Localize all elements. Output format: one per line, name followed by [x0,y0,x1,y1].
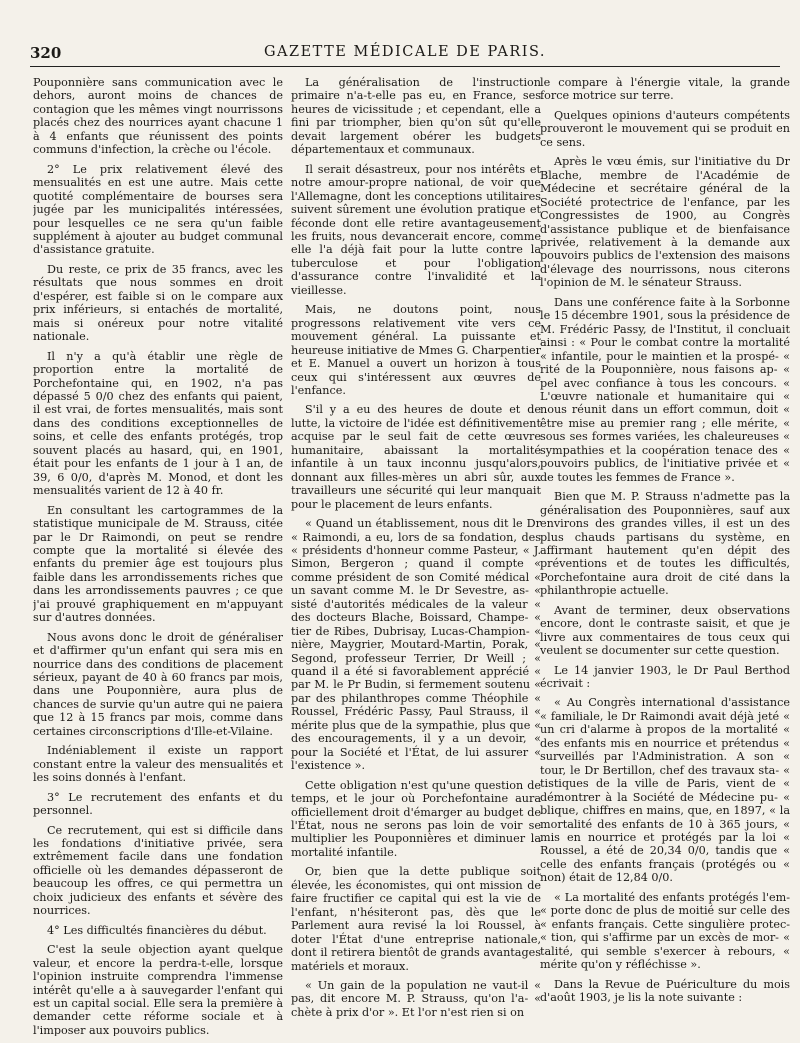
paragraph: Mais, ne doutons point, nous progressons relativement vite vers ce mouvement général. La puissante et heureuse initiative de Mmes G. Charpentier et E. Manuel a ouvert un horizon à tous ceux qui s'intéressent aux œuvres de l'enfance. [291,303,541,397]
journal-title: GAZETTE MÉDICALE DE PARIS. [263,44,547,60]
page-header [30,40,780,67]
paragraph: Avant de terminer, deux observations encore, dont le contraste saisit, et que je livre aux commentaires de tous ceux qui veulent se documenter sur cette question. [540,603,790,658]
section-heading: 4° Les difficultés financières du début. [47,923,267,937]
paragraph: C'est la seule objection ayant quelque valeur, et encore la perdra-t-elle, lorsque l'opinion instruite comprendra l'immense intérêt qu'elle a à sauvegarder l'enfant qui est un capital social. Elle sera la première à demander cette réforme sociale et à l'imposer aux pouvoirs publics. [33,943,283,1036]
paragraph: Le 14 janvier 1903, le Dr Paul Berthod écrivait : [540,663,790,691]
paragraph: Quelques opinions d'auteurs compétents prouveront le mouvement qui se produit en ce sens. [540,108,790,149]
paragraph: Indéniablement il existe un rapport constant entre la valeur des mensualités et les soins donnés à l'enfant. [33,744,283,785]
paragraph: Dans une conférence faite à la Sorbonne le 15 décembre 1901, sous la présidence de M. Frédéric Passy, de l'Institut, il concluait ainsi : « Pour le combat contre la mortalité « infantile, pour le maintien et la prospé- « rité de la Pouponnière, nous faisons ap- « pel avec confiance à tous les concours. « L'œuvre nationale et humanitaire qui « nous réunit dans un effort commun, doit « être mise au premier rang ; elle mérite, « sous ses formes variées, les chaleureuses « sympathies et la coopération tenace des « pouvoirs publics, de l'initiative privée et « de toutes les femmes de France ». [540,295,790,484]
text-column-2 [291,76,541,1036]
quotation: « Quand un établissement, nous dit le Dr « Raimondi, a eu, lors de sa fondation, des « présidents d'honneur comme Pasteur, « J. Simon, Bergeron ; quand il compte « comme président de son Comité médical « un savant comme M. le Dr Sevestre, as- « sisté d'autorités médicales de la valeur « des docteurs Blache, Boissard, Champe- « tier de Ribes, Dubrisay, Lucas-Champion- « nière, Maygrier, Moutard-Martin, Porak, « Segond, professeur Terrier, Dr Weill ; « quand il a été si favorablement apprécié « par M. le Pr Budin, si fermement soutenu « par des philanthropes comme Théophile « Roussel, Frédéric Passy, Paul Strauss, il « mérite plus que de la sympathie, plus que « des encouragements, il y a un devoir, « pour la Société et l'État, de lui assurer « l'existence ». [291,517,541,773]
paragraph: Pouponnière sans communication avec le dehors, auront moins de chances de contagion que les mêmes vingt nourrissons placés chez des nourrices ayant chacune 1 à 4 enfants que réunissent des points communs d'infection, la crèche ou l'école. [33,76,283,157]
quotation: « Au Congrès international d'assistance « familiale, le Dr Raimondi avait déjà jeté « un cri d'alarme à propos de la mortalité « des enfants mis en nourrice et prétendus « surveillés par l'Administration. A son « tour, le Dr Bertillon, chef des travaux sta- « tistiques de la ville de Paris, vient de « démontrer à la Société de Médecine pu- « blique, chiffres en mains, que, en 1897, « la mortalité des enfants de 10 à 365 jours, « mis en nourrice et protégés par la loi « Roussel, a été de 20,34 0/0, tandis que « celle des enfants français (protégés ou « non) était de 12,84 0/0. [540,696,790,885]
paragraph: S'il y a eu des heures de doute et de lutte, la victoire de l'idée est définitivement acquise par le seul fait de cette œuvre humanitaire, abaissant la mortalité infantile à un taux inconnu jusqu'alors, donnant aux filles-mères un abri sûr, aux travailleurs une sécurité qui leur manquait pour le placement de leurs enfants. [291,403,541,511]
paragraph: Il n'y a qu'à établir une règle de proportion entre la mortalité de Porchefontaine qui, en 1902, n'a pas dépassé 5 0/0 chez des enfants qui paient, il est vrai, de fortes mensualités, mais sont dans des conditions exceptionnelles de soins, et celle des enfants protégés, trop souvent placés au hasard, qui, en 1901, était pour les enfants de 1 jour à 1 an, de 39, 6 0/0, d'après M. Monod, et dont les mensualités varient de 12 à 40 fr. [33,349,283,498]
paragraph: Du reste, ce prix de 35 francs, avec les résultats que nous sommes en droit d'espérer, est faible si on le compare aux prix inférieurs, si entachés de mortalité, mais si onéreux pour notre vitalité nationale. [33,262,283,344]
paragraph: Bien que M. P. Strauss n'admette pas la généralisation des Pouponnières, sauf aux environs des grandes villes, il est un des plus chauds partisans du système, en affirmant hautement qu'en dépit des préventions et de toutes les difficultés, Porchefontaine aura droit de cité dans la philanthropie actuelle. [540,490,790,598]
quotation: « La mortalité des enfants protégés l'em- « porte donc de plus de moitié sur celle des « enfants français. Cette singulière protec- « tion, qui s'affirme par un excès de mor- « talité, qui semble s'exercer à rebours, « mérite qu'on y réfléchisse ». [540,890,790,972]
paragraph: En consultant les cartogrammes de la statistique municipale de M. Strauss, citée par le Dr Raimondi, on peut se rendre compte que la mortalité si élevée des enfants du premier âge est toujours plus faible dans les arrondissements riches que dans les arrondissements pauvres ; ce que j'ai prouvé graphiquement en m'appuyant sur d'autres données. [33,503,283,625]
quotation: « Un gain de la population ne vaut-il « pas, dit encore M. P. Strauss, qu'on l'a- « chète à prix d'or ». Et l'or n'est rien si on [291,979,541,1019]
paragraph: Cette obligation n'est qu'une question de temps, et le jour où Porchefontaine aura officiellement droit d'émarger au budget de l'État, nous ne serons pas loin de voir se multiplier les Pouponnières et diminuer la mortalité infantile. [291,778,541,859]
paragraph: Or, bien que la dette publique soit élevée, les économistes, qui ont mission de faire fructifier ce capital qui est la vie de l'enfant, n'hésiteront pas, dès que le Parlement aura revisé la loi Roussel, à doter l'État d'une entreprise nationale, dont il retirera bientôt de grands avantages matériels et moraux. [291,865,541,973]
paragraph: Après le vœu émis, sur l'initiative du Dr Blache, membre de l'Académie de Médecine et secrétaire général de la Société protectrice de l'enfance, par les Congressistes de 1900, au Congrès d'assistance publique et de bienfaisance privée, relativement à la demande aux pouvoirs publics de l'extension des maisons d'élevage des nourrissons, nous citerons l'opinion de M. le sénateur Strauss. [540,155,790,290]
paragraph: Ce recrutement, qui est si difficile dans les fondations d'initiative privée, sera extrêmement facile dans une fondation officielle où les demandes dépasseront de beaucoup les offres, ce qui permettra un choix judicieux des enfants et sévère des nourrices. [33,823,283,918]
paragraph: Il serait désastreux, pour nos intérêts et notre amour-propre national, de voir que l'Allemagne, dont les conceptions utilitaires suivent sûrement une évolution pratique et féconde dont elle retire avantageusement les fruits, nous devancerait encore, comme elle l'a déjà fait pour la lutte contre la tuberculose et pour l'obligation d'assurance contre l'invalidité et la vieillesse. [291,162,541,297]
page-number: 320 [30,44,62,62]
paragraph: La généralisation de l'instruction primaire n'a-t-elle pas eu, en France, ses heures de vicissitude ; et cependant, elle a fini par triompher, bien qu'on sût qu'elle devait largement obérer les budgets départementaux et communaux. [291,76,541,157]
section-heading: 3° Le recrutement des enfants et du personnel. [33,790,283,818]
paragraph: Dans la Revue de Puériculture du mois d'août 1903, je lis la note suivante : [540,977,790,1004]
text-column-3 [540,76,790,1036]
section-heading: 2° Le prix relativement élevé des mensualités en est une autre. Mais cette quotité complémentaire de bourses sera jugée par les municipalités intéressées, pour lesquelles ce ne sera qu'un faible supplément à ajouter au budget communal d'assistance gratuite. [33,162,283,257]
paragraph: Nous avons donc le droit de généraliser et d'affirmer qu'un enfant qui sera mis en nourrice dans des conditions de placement sérieux, payant de 40 à 60 francs par mois, dans une Pouponnière, aura plus de chances de survie qu'un autre qui ne paiera que 12 à 15 francs par mois, comme dans certaines circonscriptions d'Ille-et-Vilaine. [33,630,283,738]
paragraph: le compare à l'énergie vitale, la grande force motrice sur terre. [540,76,790,103]
text-column-1 [33,76,283,1036]
